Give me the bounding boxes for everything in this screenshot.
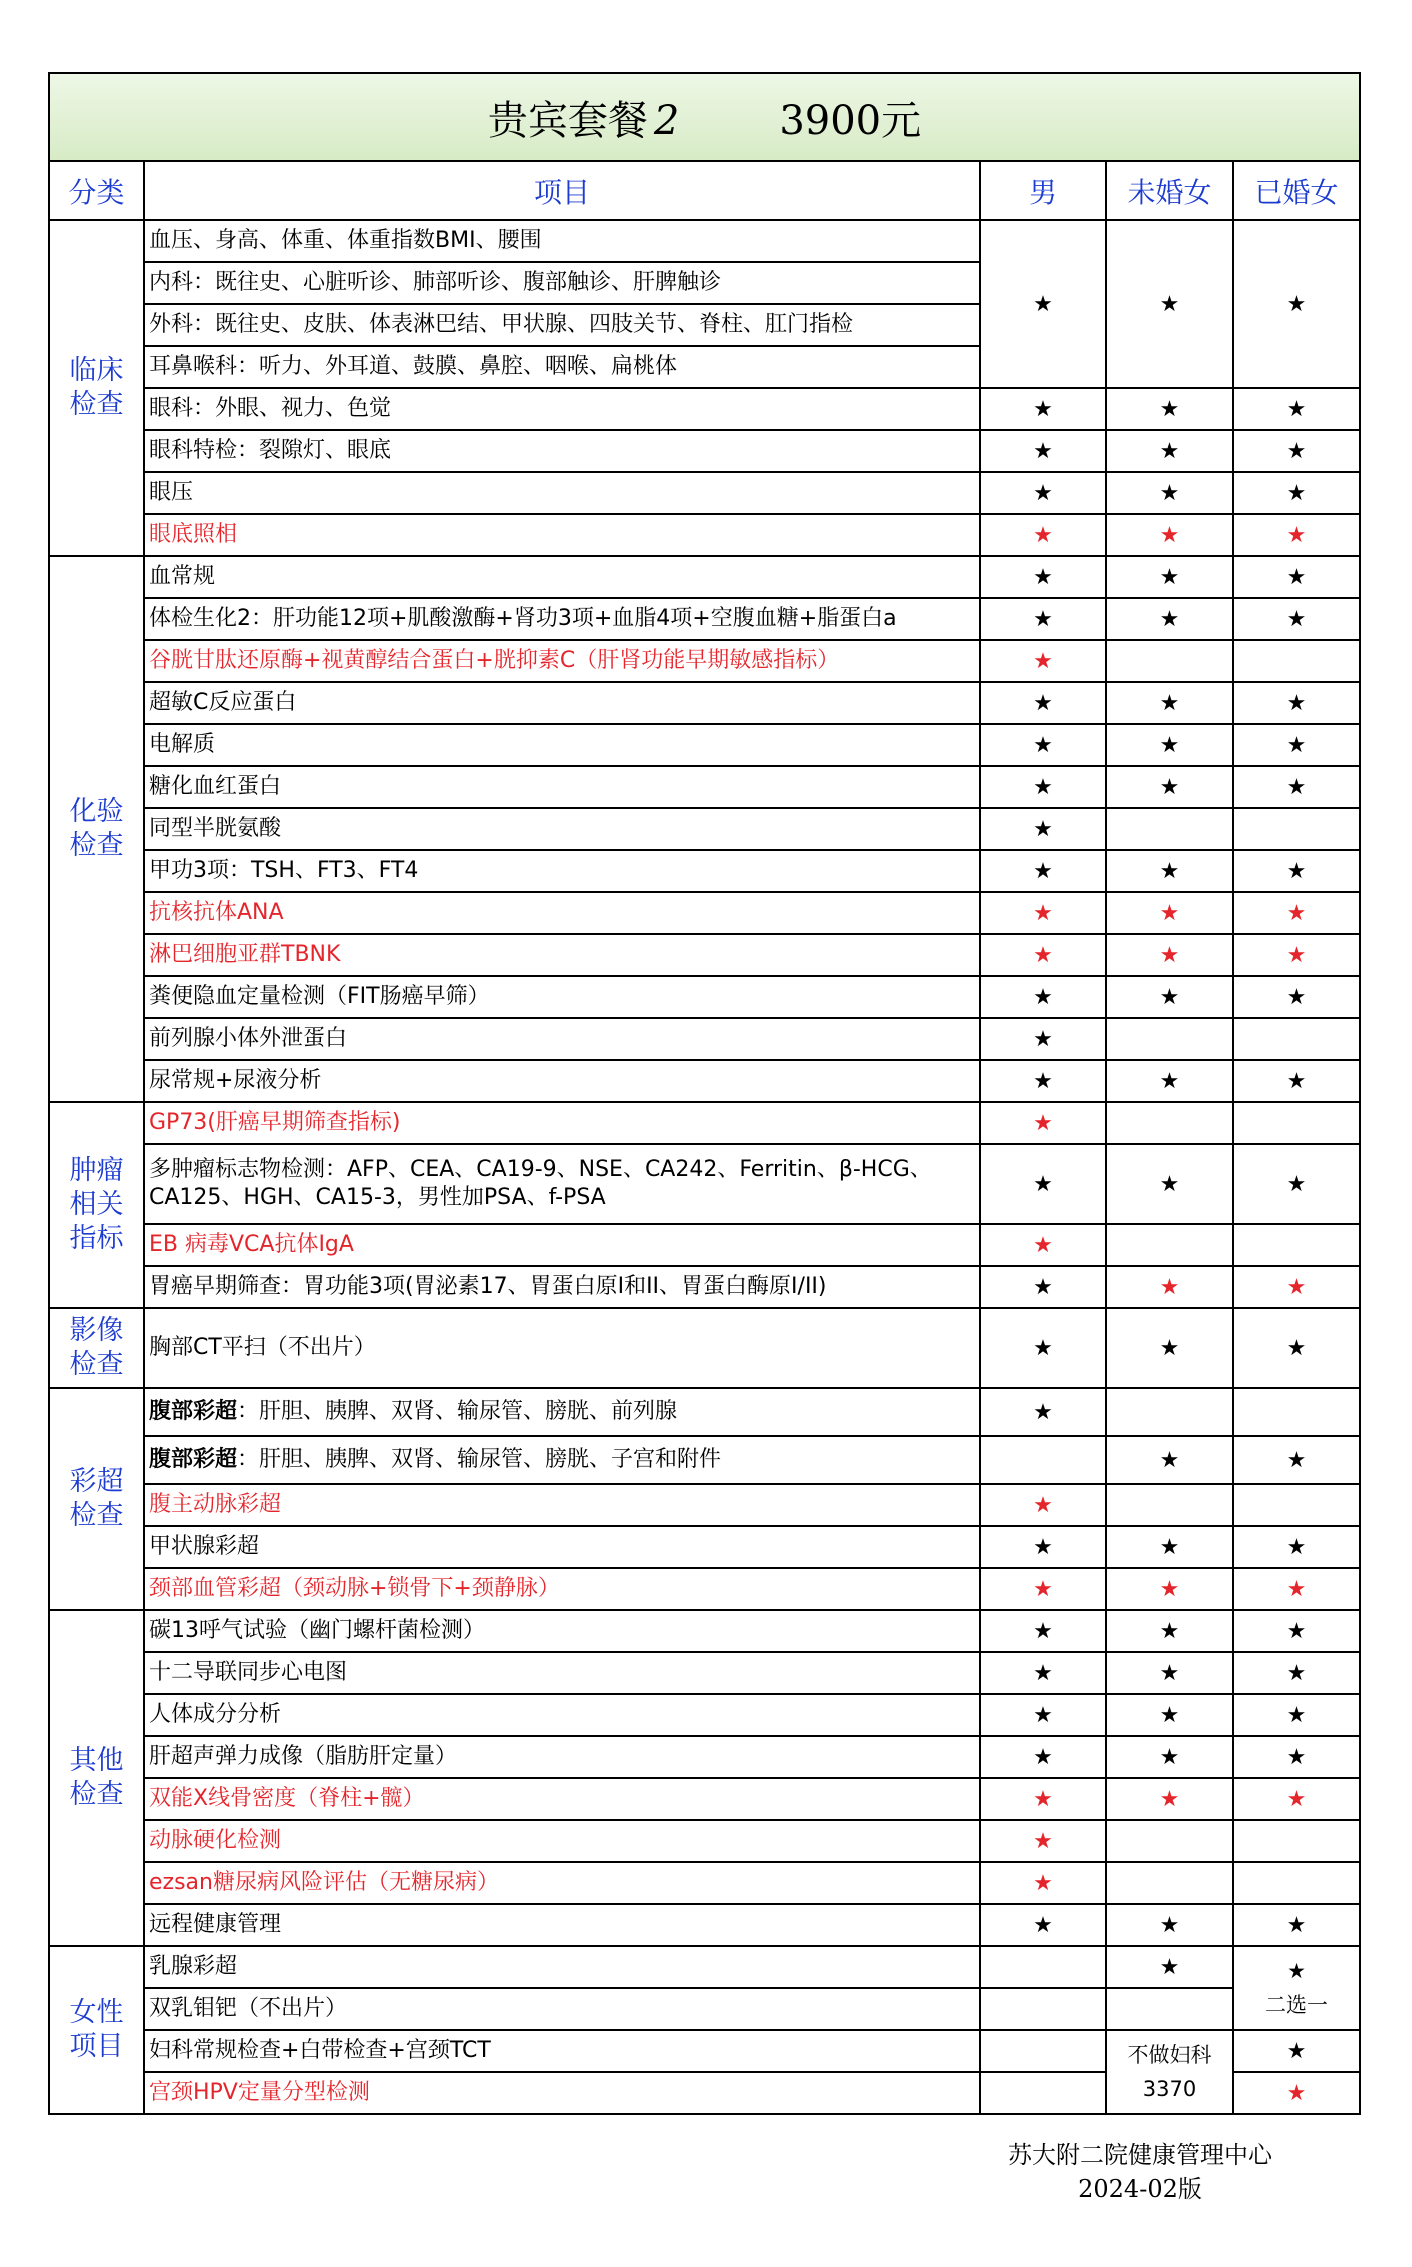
item-row: 同型半胱氨酸	[144, 808, 980, 850]
item-row: 血压、身高、体重、体重指数BMI、腰围	[144, 220, 980, 262]
header-married-female: 已婚女	[1233, 161, 1360, 220]
star-mark: ★	[1106, 1436, 1233, 1484]
star-mark: ★	[1106, 1266, 1233, 1308]
item-row: 外科：既往史、皮肤、体表淋巴结、甲状腺、四肢关节、脊柱、肛门指检	[144, 304, 980, 346]
item-row: 远程健康管理	[144, 1904, 980, 1946]
empty-cell	[1106, 808, 1233, 850]
package-table	[48, 72, 1361, 2115]
package-sheet	[48, 72, 1359, 2115]
star-mark: ★	[980, 892, 1106, 934]
star-mark: ★	[980, 388, 1106, 430]
item-row: 眼科：外眼、视力、色觉	[144, 388, 980, 430]
star-mark: ★	[1233, 682, 1360, 724]
star-mark: ★	[1106, 1946, 1233, 1988]
empty-cell	[980, 2072, 1106, 2114]
star-mark: ★	[980, 1778, 1106, 1820]
star-mark: ★	[1233, 388, 1360, 430]
empty-cell	[1233, 1018, 1360, 1060]
star-mark: ★	[980, 1018, 1106, 1060]
star-mark: ★	[1233, 1610, 1360, 1652]
package-price: 3900元	[779, 97, 922, 144]
item-row: 妇科常规检查+白带检查+宫颈TCT	[144, 2030, 980, 2072]
item-row: GP73(肝癌早期筛查指标)	[144, 1102, 980, 1144]
choose-one-note: 二选一	[1265, 1993, 1328, 2017]
star-mark: ★	[1106, 892, 1233, 934]
item-row: 甲状腺彩超	[144, 1526, 980, 1568]
star-mark: ★	[1233, 2072, 1360, 2114]
star-mark: ★	[980, 1694, 1106, 1736]
empty-cell	[1106, 1224, 1233, 1266]
empty-cell	[980, 2030, 1106, 2072]
star-mark: ★	[980, 1904, 1106, 1946]
item-row: 粪便隐血定量检测（FIT肠癌早筛）	[144, 976, 980, 1018]
empty-cell	[1106, 640, 1233, 682]
star-mark: ★	[980, 1568, 1106, 1610]
star-mark: ★	[980, 808, 1106, 850]
footer	[990, 2138, 1290, 2206]
star-mark: ★	[1106, 1610, 1233, 1652]
star-mark: ★	[980, 472, 1106, 514]
star-mark: ★	[1233, 892, 1360, 934]
header-category: 分类	[49, 161, 144, 220]
star-mark: ★	[1233, 1144, 1360, 1224]
star-mark: ★	[1106, 598, 1233, 640]
empty-cell	[1233, 1862, 1360, 1904]
star-mark: ★	[1106, 1060, 1233, 1102]
star-mark: ★	[1233, 1526, 1360, 1568]
footer-org: 苏大附二院健康管理中心	[1008, 2141, 1272, 2169]
package-name: 贵宾套餐	[487, 97, 648, 144]
star-mark: ★	[980, 1736, 1106, 1778]
star-mark: ★	[1233, 766, 1360, 808]
star-mark: ★	[980, 1224, 1106, 1266]
star-mark: ★	[1233, 514, 1360, 556]
no-gyn-note: 不做妇科 3370	[1106, 2030, 1233, 2114]
item-row: 血常规	[144, 556, 980, 598]
star-mark: ★	[1106, 1904, 1233, 1946]
star-mark: ★	[980, 1266, 1106, 1308]
star-mark: ★	[1106, 1778, 1233, 1820]
item-row: ezsan糖尿病风险评估（无糖尿病）	[144, 1862, 980, 1904]
star-mark: ★	[1233, 1568, 1360, 1610]
star-mark: ★	[980, 766, 1106, 808]
star-mark: ★	[1233, 976, 1360, 1018]
empty-cell	[1233, 1102, 1360, 1144]
star-mark: ★	[1233, 1308, 1360, 1388]
item-row: 眼科特检：裂隙灯、眼底	[144, 430, 980, 472]
star-mark: ★	[980, 1526, 1106, 1568]
item-row: 超敏C反应蛋白	[144, 682, 980, 724]
star-mark: ★	[1233, 934, 1360, 976]
empty-cell	[1233, 1484, 1360, 1526]
item-row: 乳腺彩超	[144, 1946, 980, 1988]
item-row: 多肿瘤标志物检测：AFP、CEA、CA19-9、NSE、CA242、Ferritin、β-HCG、CA125、HGH、CA15-3，男性加PSA、f-PSA	[144, 1144, 980, 1224]
item-row: 腹部彩超：肝胆、胰脾、双肾、输尿管、膀胱、子宫和附件	[144, 1436, 980, 1484]
item-row: 宫颈HPV定量分型检测	[144, 2072, 980, 2114]
item-row: 碳13呼气试验（幽门螺杆菌检测）	[144, 1610, 980, 1652]
item-row: 甲功3项：TSH、FT3、FT4	[144, 850, 980, 892]
item-row: 双乳钼钯（不出片）	[144, 1988, 980, 2030]
item-row: 腹主动脉彩超	[144, 1484, 980, 1526]
star-mark: ★	[1233, 850, 1360, 892]
category-ultrasound: 彩超 检查	[49, 1388, 144, 1610]
star-mark: ★	[1233, 1736, 1360, 1778]
star-mark: ★	[1233, 430, 1360, 472]
category-imaging: 影像 检查	[49, 1308, 144, 1388]
star-mark: ★	[980, 1820, 1106, 1862]
star-mark: ★	[980, 430, 1106, 472]
item-row: 肝超声弹力成像（脂肪肝定量）	[144, 1736, 980, 1778]
empty-cell	[1106, 1018, 1233, 1060]
empty-cell	[1106, 1102, 1233, 1144]
empty-cell	[1106, 1388, 1233, 1436]
empty-cell	[980, 1988, 1106, 2030]
empty-cell	[1106, 1988, 1233, 2030]
item-row: 双能X线骨密度（脊柱+髋）	[144, 1778, 980, 1820]
item-row: 体检生化2：肝功能12项+肌酸激酶+肾功3项+血脂4项+空腹血糖+脂蛋白a	[144, 598, 980, 640]
category-tumor: 肿瘤 相关 指标	[49, 1102, 144, 1308]
star-mark: ★	[1233, 1652, 1360, 1694]
star-mark: ★	[1106, 850, 1233, 892]
star-mark: ★	[1106, 472, 1233, 514]
star-mark: ★	[1106, 976, 1233, 1018]
empty-cell	[1233, 808, 1360, 850]
star-mark: ★	[1106, 1526, 1233, 1568]
star-mark: ★	[980, 1308, 1106, 1388]
star-mark: ★	[1106, 556, 1233, 598]
star-mark: ★	[980, 850, 1106, 892]
star-mark: ★	[1106, 388, 1233, 430]
star-mark: ★	[980, 1388, 1106, 1436]
item-row: 动脉硬化检测	[144, 1820, 980, 1862]
star-mark: ★	[1287, 1959, 1306, 1983]
empty-cell	[1106, 1862, 1233, 1904]
star-mark: ★	[1106, 1652, 1233, 1694]
empty-cell	[1233, 1224, 1360, 1266]
item-row: 抗核抗体ANA	[144, 892, 980, 934]
category-other: 其他 检查	[49, 1610, 144, 1946]
star-mark: ★	[1106, 220, 1233, 388]
star-mark: ★	[980, 556, 1106, 598]
star-mark: ★	[1106, 682, 1233, 724]
star-mark: ★	[1106, 724, 1233, 766]
star-mark: ★	[980, 1102, 1106, 1144]
star-mark: ★	[1233, 220, 1360, 388]
package-number: 2	[653, 97, 680, 144]
star-mark: ★	[980, 934, 1106, 976]
item-row: 前列腺小体外泄蛋白	[144, 1018, 980, 1060]
item-row: 淋巴细胞亚群TBNK	[144, 934, 980, 976]
item-row: 人体成分分析	[144, 1694, 980, 1736]
header-male: 男	[980, 161, 1106, 220]
star-mark: ★	[1106, 1736, 1233, 1778]
star-mark: ★	[1233, 1436, 1360, 1484]
star-mark: ★	[1106, 766, 1233, 808]
star-mark: ★	[1233, 2030, 1360, 2072]
item-row: 电解质	[144, 724, 980, 766]
package-title	[49, 73, 1360, 161]
item-row: 耳鼻喉科：听力、外耳道、鼓膜、鼻腔、咽喉、扁桃体	[144, 346, 980, 388]
star-mark: ★	[1106, 1694, 1233, 1736]
item-row: EB 病毒VCA抗体IgA	[144, 1224, 980, 1266]
empty-cell	[1233, 1388, 1360, 1436]
star-mark: ★	[1106, 1308, 1233, 1388]
item-row: 眼底照相	[144, 514, 980, 556]
star-mark: ★	[980, 1610, 1106, 1652]
star-mark: ★	[1233, 1266, 1360, 1308]
empty-cell	[980, 1946, 1106, 1988]
star-mark: ★	[980, 514, 1106, 556]
star-mark: ★	[1106, 1144, 1233, 1224]
star-mark: ★	[1233, 1060, 1360, 1102]
star-mark: ★	[980, 682, 1106, 724]
empty-cell	[980, 1436, 1106, 1484]
category-lab: 化验 检查	[49, 556, 144, 1102]
category-female: 女性 项目	[49, 1946, 144, 2114]
star-mark: ★	[1233, 598, 1360, 640]
empty-cell	[1106, 1484, 1233, 1526]
empty-cell	[1106, 1820, 1233, 1862]
star-mark: ★	[980, 724, 1106, 766]
star-mark: ★	[1106, 514, 1233, 556]
item-row: 糖化血红蛋白	[144, 766, 980, 808]
star-mark: ★	[1233, 556, 1360, 598]
empty-cell	[1233, 1820, 1360, 1862]
item-row: 眼压	[144, 472, 980, 514]
star-mark: ★	[980, 976, 1106, 1018]
star-mark: ★	[980, 598, 1106, 640]
header-item: 项目	[144, 161, 980, 220]
star-mark: ★	[980, 220, 1106, 388]
item-row: 颈部血管彩超（颈动脉+锁骨下+颈静脉）	[144, 1568, 980, 1610]
item-row: 胃癌早期筛查：胃功能3项(胃泌素17、胃蛋白原I和II、胃蛋白酶原I/II)	[144, 1266, 980, 1308]
star-mark: ★	[1106, 430, 1233, 472]
star-mark: ★	[1106, 934, 1233, 976]
footer-version: 2024-02版	[1078, 2175, 1202, 2203]
star-mark: ★	[1106, 1568, 1233, 1610]
item-row: 内科：既往史、心脏听诊、肺部听诊、腹部触诊、肝脾触诊	[144, 262, 980, 304]
star-mark: ★	[980, 1862, 1106, 1904]
empty-cell	[1233, 640, 1360, 682]
star-mark: ★	[1233, 724, 1360, 766]
item-row: 胸部CT平扫（不出片）	[144, 1308, 980, 1388]
star-mark: ★	[980, 640, 1106, 682]
star-mark: ★	[1233, 1904, 1360, 1946]
star-mark: ★	[1233, 472, 1360, 514]
item-row: 尿常规+尿液分析	[144, 1060, 980, 1102]
star-mark: ★	[1233, 1778, 1360, 1820]
category-clinical: 临床 检查	[49, 220, 144, 556]
star-mark: ★	[980, 1652, 1106, 1694]
choose-one-cell	[1233, 1946, 1360, 2030]
item-row: 十二导联同步心电图	[144, 1652, 980, 1694]
item-row: 腹部彩超：肝胆、胰脾、双肾、输尿管、膀胱、前列腺	[144, 1388, 980, 1436]
header-unmarried-female: 未婚女	[1106, 161, 1233, 220]
star-mark: ★	[980, 1060, 1106, 1102]
star-mark: ★	[980, 1484, 1106, 1526]
star-mark: ★	[1233, 1694, 1360, 1736]
star-mark: ★	[980, 1144, 1106, 1224]
item-row: 谷胱甘肽还原酶+视黄醇结合蛋白+胱抑素C（肝肾功能早期敏感指标）	[144, 640, 980, 682]
